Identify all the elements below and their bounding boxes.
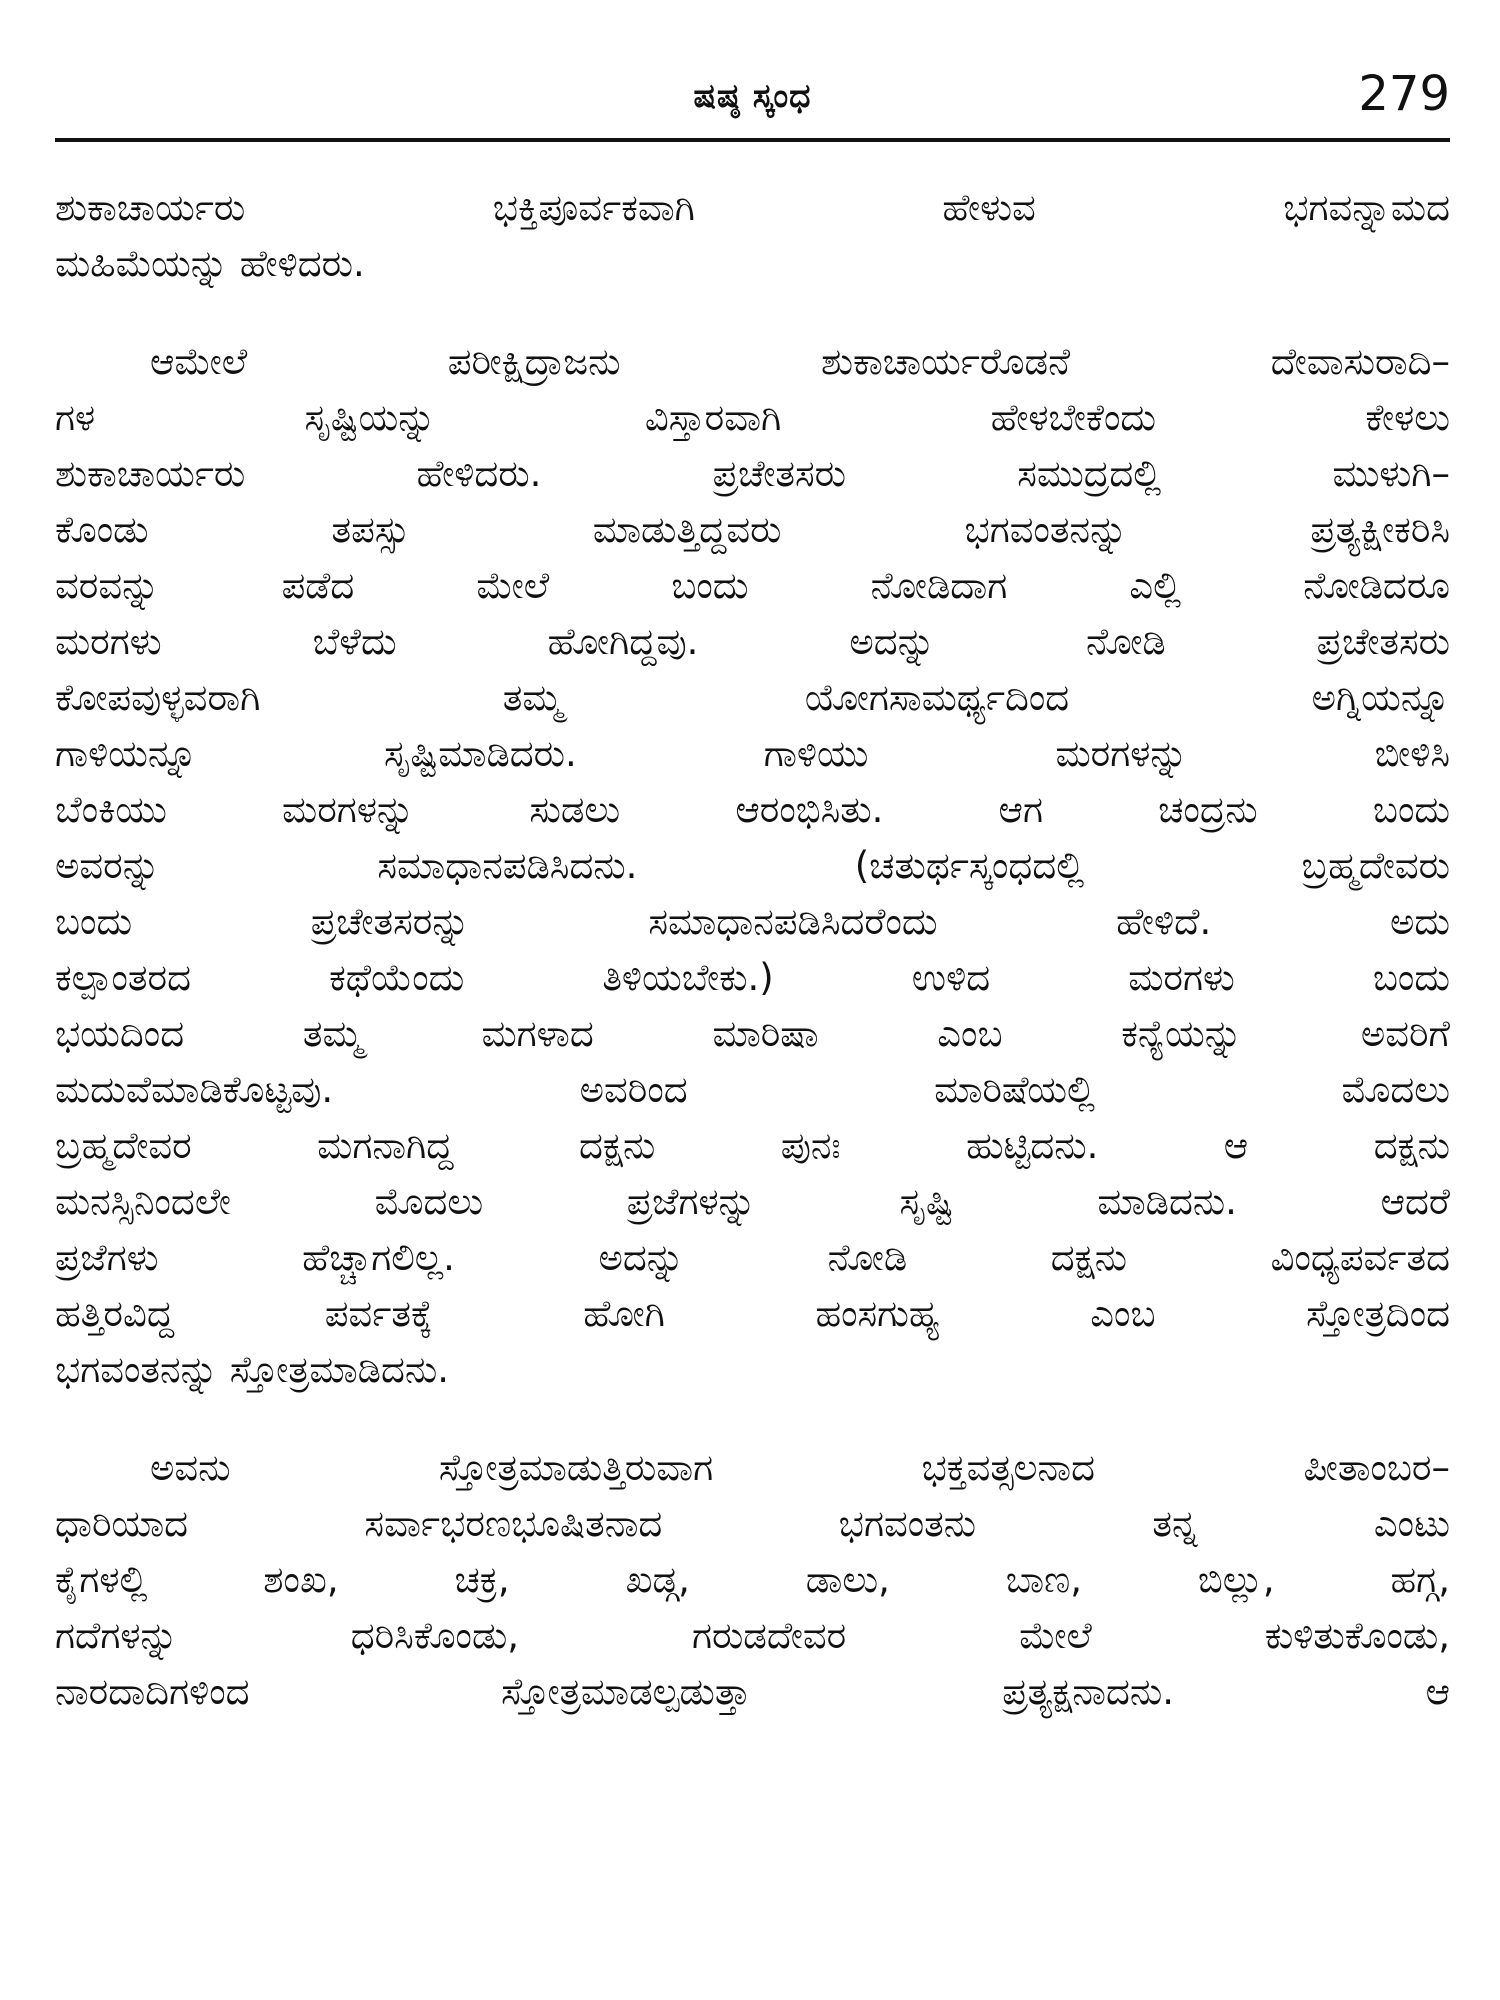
text-line: ಬಂದು ಪ್ರಚೇತಸರನ್ನು ಸಮಾಧಾನಪಡಿಸಿದರೆಂದು ಹೇಳಿದೆ. ಅದು (55, 900, 1450, 943)
text-line: ವರವನ್ನು ಪಡೆದ ಮೇಲೆ ಬಂದು ನೋಡಿದಾಗ ಎಲ್ಲಿ ನೋಡಿದರೂ (55, 564, 1450, 607)
text-line: ಬ್ರಹ್ಮದೇವರ ಮಗನಾಗಿದ್ದ ದಕ್ಷನು ಪುನಃ ಹುಟ್ಟಿದನು. ಆ ದಕ್ಷನು (55, 1124, 1450, 1167)
text-line: ಧಾರಿಯಾದ ಸರ್ವಾಭರಣಭೂಷಿತನಾದ ಭಗವಂತನು ತನ್ನ ಎಂಟು (55, 1502, 1450, 1545)
text-line: ಕಲ್ಪಾಂತರದ ಕಥೆಯೆಂದು ತಿಳಿಯಬೇಕು.) ಉಳಿದ ಮರಗಳು ಬಂದು (55, 956, 1450, 999)
header-rule (55, 138, 1450, 142)
running-title: ಷಷ್ಠ ಸ್ಕಂಧ (693, 76, 812, 115)
text-line: ಗದೆಗಳನ್ನು ಧರಿಸಿಕೊಂಡು, ಗರುಡದೇವರ ಮೇಲೆ ಕುಳಿತುಕೊಂಡು, (55, 1614, 1450, 1657)
page-header (55, 68, 1450, 144)
text-line: ಭಯದಿಂದ ತಮ್ಮ ಮಗಳಾದ ಮಾರಿಷಾ ಎಂಬ ಕನ್ಯೆಯನ್ನು ಅವರಿಗೆ (55, 1012, 1450, 1055)
text-line: ನಾರದಾದಿಗಳಿಂದ ಸ್ತೋತ್ರಮಾಡಲ್ಪಡುತ್ತಾ ಪ್ರತ್ಯಕ್ಷನಾದನು. ಆ (55, 1670, 1450, 1713)
text-line: ಮಹಿಮೆಯನ್ನು ಹೇಳಿದರು. (55, 242, 365, 285)
text-line: ಕೊಂಡು ತಪಸ್ಸು ಮಾಡುತ್ತಿದ್ದವರು ಭಗವಂತನನ್ನು ಪ್ರತ್ಯಕ್ಷೀಕರಿಸಿ (55, 508, 1450, 551)
paragraph-2 (55, 334, 1450, 1398)
text-line: ಅವರನ್ನು ಸಮಾಧಾನಪಡಿಸಿದನು. (ಚತುರ್ಥಸ್ಕಂಧದಲ್ಲಿ ಬ್ರಹ್ಮದೇವರು (55, 844, 1450, 887)
text-line: ಶುಕಾಚಾರ್ಯರು ಭಕ್ತಿಪೂರ್ವಕವಾಗಿ ಹೇಳುವ ಭಗವನ್ನಾಮದ (55, 186, 1450, 229)
text-line: ಮದುವೆಮಾಡಿಕೊಟ್ಟವು. ಅವರಿಂದ ಮಾರಿಷೆಯಲ್ಲಿ ಮೊದಲು (55, 1068, 1450, 1111)
text-line: ಮನಸ್ಸಿನಿಂದಲೇ ಮೊದಲು ಪ್ರಜೆಗಳನ್ನು ಸೃಷ್ಟಿ ಮಾಡಿದನು. ಆದರೆ (55, 1180, 1450, 1223)
text-line: ಮರಗಳು ಬೆಳೆದು ಹೋಗಿದ್ದವು. ಅದನ್ನು ನೋಡಿ ಪ್ರಚೇತಸರು (55, 620, 1450, 663)
text-line: ಭಗವಂತನನ್ನು ಸ್ತೋತ್ರಮಾಡಿದನು. (55, 1348, 449, 1391)
paragraph-gap (55, 292, 1450, 334)
text-line: ಕೈಗಳಲ್ಲಿ ಶಂಖ, ಚಕ್ರ, ಖಡ್ಗ, ಡಾಲು, ಬಾಣ, ಬಿಲ್ಲು, ಹಗ್ಗ, (55, 1558, 1450, 1601)
page-number: 279 (1358, 66, 1450, 122)
text-line: ಅವನು ಸ್ತೋತ್ರಮಾಡುತ್ತಿರುವಾಗ ಭಕ್ತವತ್ಸಲನಾದ ಪೀತಾಂಬರ– (150, 1446, 1450, 1489)
text-line: ಕೋಪವುಳ್ಳವರಾಗಿ ತಮ್ಮ ಯೋಗಸಾಮರ್ಥ್ಯದಿಂದ ಅಗ್ನಿಯನ್ನೂ (55, 676, 1450, 719)
text-line: ಬೆಂಕಿಯು ಮರಗಳನ್ನು ಸುಡಲು ಆರಂಭಿಸಿತು. ಆಗ ಚಂದ್ರನು ಬಂದು (55, 788, 1450, 831)
text-line: ಗಾಳಿಯನ್ನೂ ಸೃಷ್ಟಿಮಾಡಿದರು. ಗಾಳಿಯು ಮರಗಳನ್ನು ಬೀಳಿಸಿ (55, 732, 1450, 775)
paragraph-gap (55, 1398, 1450, 1440)
text-line: ಶುಕಾಚಾರ್ಯರು ಹೇಳಿದರು. ಪ್ರಚೇತಸರು ಸಮುದ್ರದಲ್ಲಿ ಮುಳುಗಿ– (55, 452, 1450, 495)
text-line: ಹತ್ತಿರವಿದ್ದ ಪರ್ವತಕ್ಕೆ ಹೋಗಿ ಹಂಸಗುಹ್ಯ ಎಂಬ ಸ್ತೋತ್ರದಿಂದ (55, 1292, 1450, 1335)
paragraph-1 (55, 180, 1450, 292)
paragraph-3 (55, 1440, 1450, 1720)
body-text (55, 180, 1450, 1720)
text-line: ಗಳ ಸೃಷ್ಟಿಯನ್ನು ವಿಸ್ತಾರವಾಗಿ ಹೇಳಬೇಕೆಂದು ಕೇಳಲು (55, 396, 1450, 439)
text-line: ಆಮೇಲೆ ಪರೀಕ್ಷಿದ್ರಾಜನು ಶುಕಾಚಾರ್ಯರೊಡನೆ ದೇವಾಸುರಾದಿ– (150, 340, 1450, 383)
text-line: ಪ್ರಜೆಗಳು ಹೆಚ್ಚಾಗಲಿಲ್ಲ. ಅದನ್ನು ನೋಡಿ ದಕ್ಷನು ವಿಂಧ್ಯಪರ್ವತದ (55, 1236, 1450, 1279)
